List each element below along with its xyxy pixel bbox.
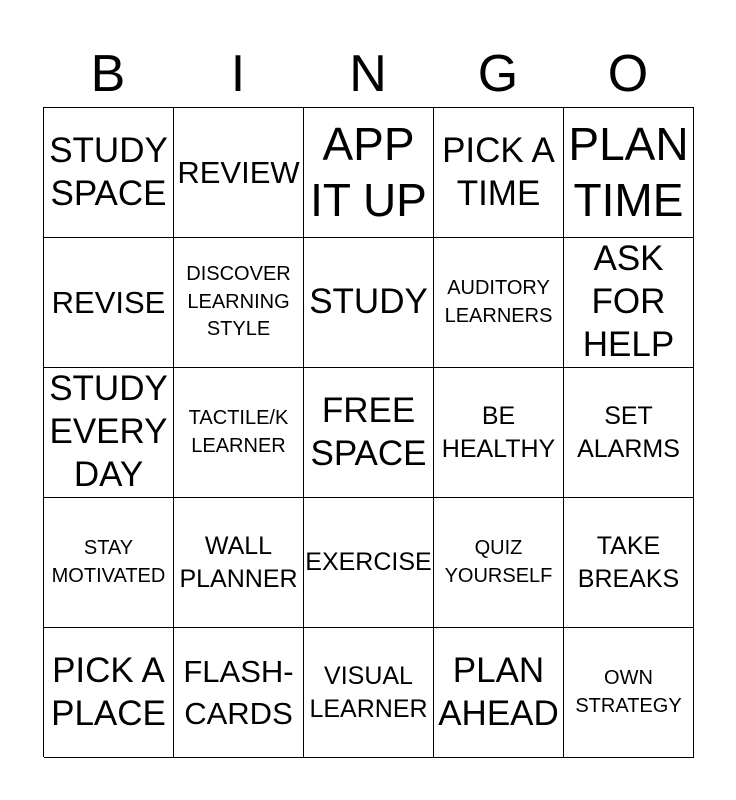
cell-label: EXERCISE — [305, 548, 432, 577]
cell-label: PICK A PLACE — [51, 650, 166, 733]
bingo-cell[interactable] — [304, 238, 434, 368]
bingo-cell[interactable] — [434, 108, 564, 238]
bingo-cell[interactable] — [174, 628, 304, 758]
header-letter-g: G — [477, 45, 519, 103]
bingo-cell[interactable] — [304, 498, 434, 628]
cell-label: DISCOVER LEARNING STYLE — [186, 263, 291, 341]
bingo-header — [43, 40, 693, 108]
bingo-cell[interactable] — [44, 628, 174, 758]
bingo-cell[interactable] — [434, 628, 564, 758]
cell-label: STUDY SPACE — [49, 130, 168, 213]
cell-label: STUDY — [309, 282, 428, 322]
cell-label: STUDY EVERY DAY — [49, 369, 168, 494]
bingo-cell[interactable] — [434, 498, 564, 628]
cell-label: BE HEALTHY — [441, 402, 556, 463]
bingo-cell[interactable] — [564, 628, 694, 758]
bingo-cell[interactable] — [174, 368, 304, 498]
bingo-cell[interactable] — [564, 238, 694, 368]
bingo-grid — [43, 107, 694, 757]
bingo-cell[interactable] — [174, 108, 304, 238]
cell-label: APP IT UP — [310, 118, 427, 226]
bingo-cell[interactable] — [564, 368, 694, 498]
bingo-cell[interactable] — [44, 368, 174, 498]
header-letter-b: B — [90, 45, 126, 103]
cell-label: WALL PLANNER — [179, 532, 298, 593]
bingo-cell[interactable] — [44, 238, 174, 368]
bingo-cell[interactable] — [434, 238, 564, 368]
free-space-cell[interactable] — [304, 368, 434, 498]
cell-label: TACTILE/K LEARNER — [188, 406, 289, 457]
bingo-cell[interactable] — [434, 368, 564, 498]
cell-label: PLAN TIME — [568, 118, 689, 226]
cell-label: OWN STRATEGY — [575, 666, 682, 717]
cell-label: FLASH- CARDS — [183, 653, 294, 731]
bingo-cell[interactable] — [304, 628, 434, 758]
bingo-cell[interactable] — [174, 498, 304, 628]
cell-label: QUIZ YOURSELF — [444, 536, 553, 587]
cell-label: VISUAL LEARNER — [309, 662, 428, 723]
cell-label: REVIEW — [177, 154, 300, 190]
cell-label: ASK FOR HELP — [582, 239, 675, 364]
bingo-cell[interactable] — [44, 498, 174, 628]
cell-label: AUDITORY LEARNERS — [444, 276, 553, 327]
bingo-cell[interactable] — [564, 498, 694, 628]
header-letter-o: O — [607, 45, 649, 103]
cell-label: STAY MOTIVATED — [51, 536, 166, 587]
bingo-cell[interactable] — [44, 108, 174, 238]
cell-label: PLAN AHEAD — [438, 650, 559, 733]
cell-label: SET ALARMS — [577, 402, 680, 463]
cell-label: FREE SPACE — [310, 390, 427, 473]
bingo-cell[interactable] — [304, 108, 434, 238]
cell-label: REVISE — [51, 284, 166, 320]
cell-label: TAKE BREAKS — [577, 532, 680, 593]
bingo-cell[interactable] — [174, 238, 304, 368]
cell-label: PICK A TIME — [442, 130, 555, 213]
header-letter-i: I — [230, 45, 246, 103]
header-letter-n: N — [349, 45, 387, 103]
bingo-cell[interactable] — [564, 108, 694, 238]
